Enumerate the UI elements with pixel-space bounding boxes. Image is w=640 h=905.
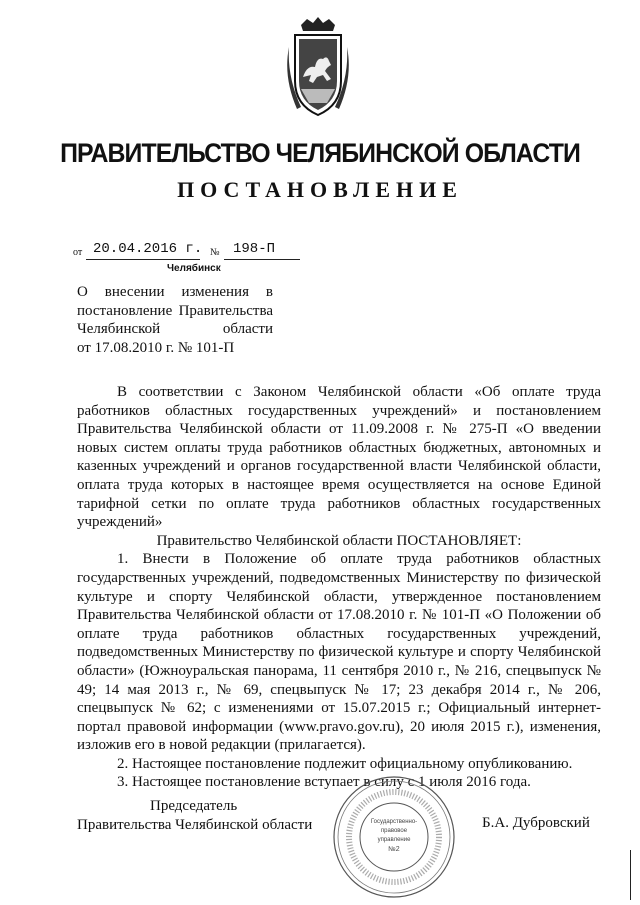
svg-text:управление: управление (377, 837, 411, 843)
title-line: О внесении изменения в (77, 284, 273, 300)
position-line: Председатель (150, 798, 238, 814)
document-date: 20.04.2016 г. (93, 241, 203, 257)
title-line: от 17.08.2010 г. № 101-П (77, 339, 235, 356)
signatory-position (77, 797, 317, 835)
resolution-heading: Правительство Челябинской области ПОСТАНОВЛЯЕТ: (156, 532, 522, 549)
resolution-item-2: 2. Настоящее постановление подлежит официальному опубликованию. (117, 755, 573, 772)
organization-name: ПРАВИТЕЛЬСТВО ЧЕЛЯБИНСКОЙ ОБЛАСТИ (60, 138, 580, 168)
title-line: Челябинской области (77, 321, 273, 337)
title-line: постановление Правительства (77, 302, 273, 319)
svg-text:правовое: правовое (380, 828, 408, 834)
edge-mark (630, 850, 631, 900)
document-title (77, 283, 273, 357)
resolution-item-1: 1. Внести в Положение об оплате труда работников областных государственных учреждений, подведомственных Министерству по физической культуре и спорту Челябинской области, утвержденное постановлением Правительства Челябинской области от 17.08.2010 г. № 101-П «О Положении об оплате труда работников областных государственных учреждений, подведомственных Министерству по физической культуре и спорту Челябинской области» (Южноуральская панорама, 11 сентября 2010 г., № 216, спецвыпуск № 49; 14 мая 2013 г., № 69, спецвыпуск № 17; 23 декабря 2014 г., № 206, спецвыпуск № 62; с изменениями от 15.07.2015 г.; Официальный интернет-портал правовой информации (www.pravo.gov.ru), 20 июля 2015 г.), изменения, изложив его в новой редакции (прилагается). (77, 551, 601, 754)
document-body (77, 383, 601, 792)
position-line: Правительства Челябинской области (77, 817, 313, 833)
stamp-text: Государственно- (370, 819, 418, 825)
document-type: ПОСТАНОВЛЕНИЕ (177, 177, 463, 202)
preamble-paragraph: В соответствии с Законом Челябинской области «Об оплате труда работников областных государственных учреждений» и постановлением Правительства Челябинской области от 11.09.2008 г. № 275-П «О введении новых систем оплаты труда работников областных бюджетных, автономных и казенных учреждений и органов государственной власти Челябинской области, оплата труда которых в настоящее время осуществляется на основе Единой тарифной сетки по оплате труда работников областных государственных учреждений» (77, 384, 601, 531)
signatory-name: Б.А. Дубровский (482, 815, 590, 831)
date-prefix: от (73, 247, 83, 258)
city: Челябинск (167, 263, 221, 274)
svg-text:№2: №2 (388, 846, 400, 853)
resolution-item-3: 3. Настоящее постановление вступает в силу с 1 июля 2016 года. (117, 774, 531, 791)
official-stamp-icon (332, 775, 456, 899)
number-prefix: № (210, 247, 220, 258)
coat-of-arms-icon (287, 17, 349, 117)
document-number: 198-П (233, 241, 276, 257)
